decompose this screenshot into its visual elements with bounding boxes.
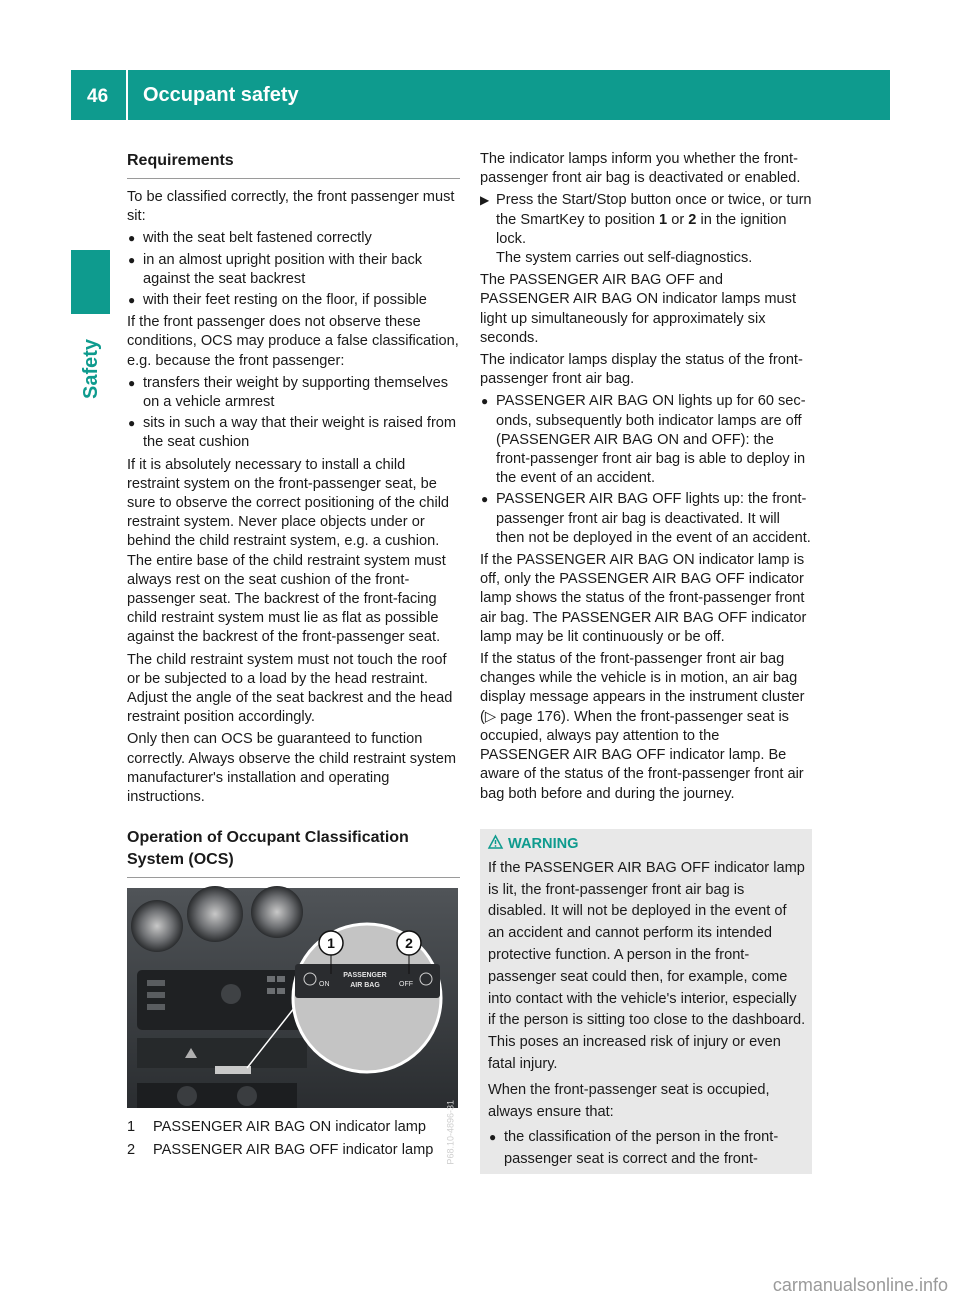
bullet-icon: ● <box>128 375 136 390</box>
caption-number-icon: 1 <box>127 1119 136 1136</box>
bullet-icon: ● <box>128 252 136 267</box>
bullet-icon: ● <box>489 1130 497 1145</box>
bullet-icon: ● <box>128 231 136 246</box>
bullet-icon: ● <box>128 293 136 308</box>
air-vent-icon <box>251 886 303 938</box>
inform-paragraph: The indicator lamps inform you whether the front-passenger front air bag is deactivated or enabled. <box>480 151 801 187</box>
warning-triangle-icon <box>488 835 503 849</box>
callout-2-label: 2 <box>405 935 413 952</box>
footer-watermark: carmanualsonline.info <box>772 1275 948 1295</box>
side-tab-label: Safety <box>80 338 102 399</box>
dashboard-illustration <box>127 888 458 1108</box>
status-changes-paragraph: If the status of the front-passenger front air bag changes while the vehicle is in motion, an air bag display message appears in the instrument cluster (▷ page 176). When the front-passenger seat is occupied, always pay attention to the PASSENGER AIR BAG OFF indicator lamp. Be aware of the status of the front-passenger front air bag both before and during the journey. <box>480 651 805 802</box>
if-on-off-paragraph: If the PASSENGER AIR BAG ON indicator lamp is off, only the PASSENGER AIR BAG OFF indicator lamp shows the status of the front-passenger front air bag. The PASSENGER AIR BAG OFF indicator lamp may be lit continuously or be off. <box>480 552 807 645</box>
bullet-icon: ● <box>481 394 489 409</box>
heading-rule <box>127 877 460 878</box>
operation-heading: Operation of Occupant Classification System (OCS) <box>127 829 409 869</box>
panel-airbag-label: AIR BAG <box>350 982 380 990</box>
section-title: Occupant safety <box>143 84 299 106</box>
child-restraint-paragraph: If it is absolutely necessary to install a child restraint system on the front-passenger seat, be sure to observe the correct positioning of the child restraint system. Never place objects under or behind the child restraint system, e.g. a cushion. The entire base of the child restraint system must always rest on the seat cushion of the front-passenger seat. The backrest of the front-facing child restraint system must lie as flat as possible against the backrest of the front-passenger seat. <box>127 456 450 646</box>
page-number: 46 <box>87 86 109 107</box>
status-list <box>480 392 812 548</box>
warning-heading: WARNING <box>488 834 806 856</box>
panel-on-label: ON <box>319 981 330 989</box>
false-classification-intro: If the front passenger does not observe these conditions, OCS may produce a false classification, e.g. because the front passenger: <box>127 314 459 369</box>
list-item: ● with their feet resting on the floor, if possible <box>127 291 460 310</box>
requirements-intro: To be classified correctly, the front passenger must sit: <box>127 189 455 225</box>
arrow-right-icon: ▶ <box>480 193 490 208</box>
header-divider <box>126 70 128 120</box>
right-column <box>480 150 812 807</box>
list-item: ● in an almost upright position with their back against the seat backrest <box>128 251 423 287</box>
caption-number-icon: 2 <box>127 1141 136 1158</box>
warning-box <box>480 829 812 1174</box>
only-then-paragraph: Only then can OCS be guaranteed to function correctly. Always observe the child restraint system manufacturer's installation and operating instructions. <box>127 731 457 806</box>
instruction-step: ▶ Press the Start/Stop button once or twice, or turn the SmartKey to position 1 or 2 in the ignition lock. The system carries out self-diagnostics. <box>480 192 812 267</box>
warning-list <box>488 1127 806 1171</box>
caption-1: 1 PASSENGER AIR BAG ON indicator lamp <box>127 1118 460 1137</box>
list-item: ● PASSENGER AIR BAG OFF lights up: the front-passenger front air bag is deactivated. It will then not be deployed in the event of an accident. <box>481 491 811 546</box>
page-ref-icon: ▷ <box>484 708 497 725</box>
list-item: ● the classification of the person in the front-passenger seat is correct and the front- <box>489 1129 779 1168</box>
header-bar <box>71 70 890 120</box>
warning-paragraph-1: If the PASSENGER AIR BAG OFF indicator lamp is lit, the front-passenger front air bag is disabled. It will not be deployed in the event of an accident and cannot perform its intended protective function. A person in the front-passenger seat could then, for example, come into contact with the vehicle's interior, especially if the person is sitting too close to the dashboard. This poses an increased risk of injury or even fatal injury. <box>488 859 806 1072</box>
panel-off-label: OFF <box>399 981 413 989</box>
air-vent-icon <box>187 886 243 942</box>
panel-passenger-label: PASSENGER <box>343 972 387 980</box>
roof-paragraph: The child restraint system must not touch the roof or be subjected to a load by the head restraint. Adjust the angle of the seat backrest and the head restraint position accordingly. <box>127 651 453 726</box>
sit-conditions-list <box>127 229 460 310</box>
warning-paragraph-2: When the front-passenger seat is occupied, always ensure that: <box>488 1081 770 1120</box>
caption-2: 2 PASSENGER AIR BAG OFF indicator lamp <box>127 1141 460 1160</box>
callout-1-label: 1 <box>327 935 335 952</box>
list-item: ● transfers their weight by supporting themselves on a vehicle armrest <box>128 374 448 411</box>
display-paragraph: The indicator lamps display the status of the front-passenger front air bag. <box>480 352 803 388</box>
page-reference-link[interactable]: page 176 <box>496 708 562 725</box>
list-item: ● PASSENGER AIR BAG ON lights up for 60 seconds, subsequently both indicator lamps are off (PASSENGER AIR BAG ON and OFF): the front-passenger front air bag is able to deploy in the event of an accident. <box>481 393 806 487</box>
air-vent-icon <box>131 900 183 952</box>
side-tab-block <box>71 250 110 314</box>
bullet-icon: ● <box>481 492 489 507</box>
list-item: ● with the seat belt fastened correctly <box>127 229 460 248</box>
left-column <box>127 150 460 1163</box>
bullet-icon: ● <box>128 416 136 431</box>
false-classification-list <box>127 374 460 453</box>
list-item: ● sits in such a way that their weight is raised from the seat cushion <box>128 415 457 451</box>
figure-code: P68.10-4896-31 <box>446 1100 456 1165</box>
requirements-heading: Requirements <box>127 152 234 169</box>
step-result: The system carries out self-diagnostics. <box>496 250 753 267</box>
heading-rule <box>127 178 460 179</box>
light-up-paragraph: The PASSENGER AIR BAG OFF and PASSENGER AIR BAG ON indicator lamps must light up simultaneously for approximately six seconds. <box>480 272 797 346</box>
